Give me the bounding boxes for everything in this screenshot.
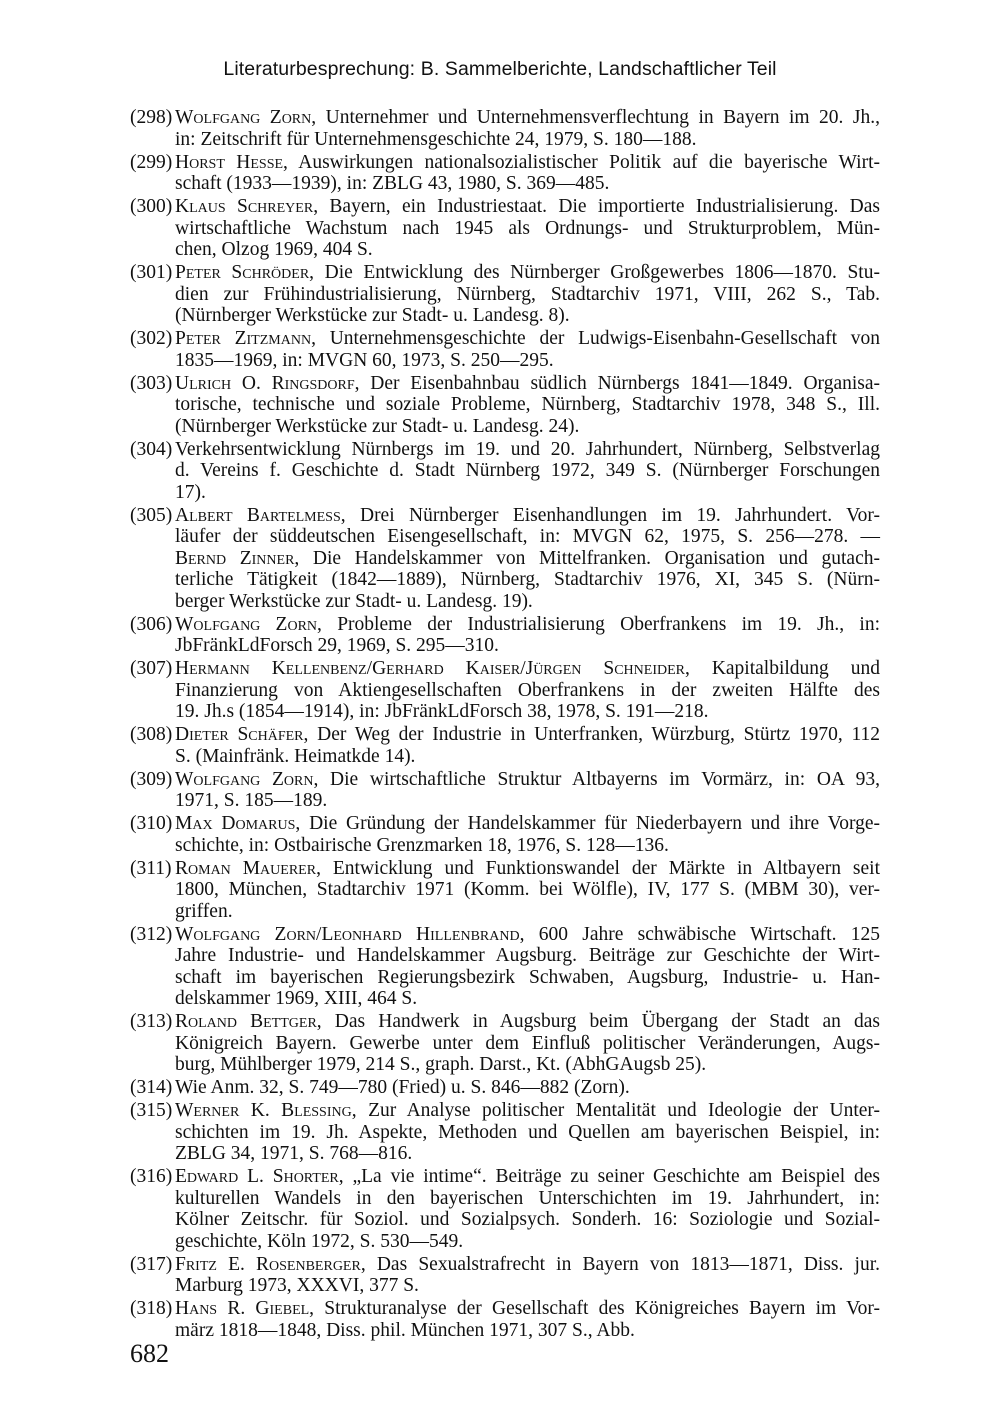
entry-line: [175, 1122, 880, 1144]
entry-line: [175, 591, 880, 613]
bibliography-entry: [130, 724, 880, 767]
entry-text: , Die Entwicklung des Nürnberger Großgewerbes 1806—1870. Stu-: [309, 262, 880, 283]
entry-text: schichte, in: Ostbairische Grenzmarken 18, 1976, S. 128—136.: [175, 834, 669, 856]
entry-line: [175, 548, 880, 570]
entry-text: chen, Olzog 1969, 404 S.: [175, 239, 373, 260]
entry-line: [175, 328, 880, 350]
author-name: Wolfgang Zorn: [175, 768, 314, 790]
entry-line: [175, 218, 880, 240]
entry-line: [175, 879, 880, 901]
bibliography-entry: [130, 1011, 880, 1076]
author-name: Klaus Schreyer: [175, 196, 314, 217]
entry-text: , Drei Nürnberger Eisenhandlungen im 19. Jahrhundert. Vor-: [340, 504, 880, 526]
entry-number: (302): [130, 328, 173, 349]
entry-line: [175, 1011, 880, 1033]
author-name: Wolfgang Zorn: [175, 107, 312, 128]
entry-line: [175, 373, 880, 395]
entry-text: , Der Weg der Industrie in Unterfranken, Würzburg, Stürtz 1970, 112: [303, 724, 880, 745]
author-name: Peter Zitzmann: [175, 328, 312, 349]
entry-line: [175, 173, 880, 195]
entry-line: [175, 858, 880, 880]
author-name: Fritz E. Rosenberger: [175, 1253, 361, 1275]
entry-text: 17).: [175, 481, 206, 503]
entry-line: [175, 1166, 880, 1188]
entry-text: , Die wirtschaftliche Struktur Altbayerns im Vormärz, in: OA 93,: [313, 768, 880, 790]
author-name: Bernd Zinner: [175, 547, 295, 569]
entry-number: (306): [130, 613, 173, 635]
bibliography-entry: [130, 614, 880, 657]
entry-line: [175, 505, 880, 527]
page-number: 682: [130, 1339, 169, 1368]
entry-line: [175, 901, 880, 923]
entry-text: , 600 Jahre schwäbische Wirtschaft. 125: [519, 923, 880, 945]
bibliography-entry: [130, 924, 880, 1010]
entry-text: griffen.: [175, 900, 233, 922]
entry-line: [175, 967, 880, 989]
bibliography-entry: [130, 858, 880, 923]
entry-text: , Die Gründung der Handelskammer für Niederbayern und ihre Vorge-: [295, 813, 880, 834]
entry-text: delskammer 1969, XIII, 464 S.: [175, 988, 418, 1009]
entry-line: [175, 790, 880, 812]
author-name: Roland Bettger: [175, 1011, 317, 1032]
entry-number: (315): [130, 1100, 173, 1121]
author-name: Peter Schröder: [175, 262, 310, 283]
entry-line: [175, 439, 880, 461]
entry-line: [175, 1298, 880, 1320]
entry-line: [175, 394, 880, 416]
entry-line: [175, 1033, 880, 1055]
bibliography-entry: [130, 439, 880, 504]
entry-number: (316): [130, 1166, 173, 1187]
entry-line: [175, 1209, 880, 1231]
entry-line: [175, 569, 880, 591]
entry-number: (317): [130, 1253, 173, 1275]
author-name: Hermann Kellenbenz/Gerhard Kaiser/Jürgen Schneider: [175, 658, 685, 679]
entry-text: geschichte, Köln 1972, S. 530—549.: [175, 1230, 464, 1252]
entry-line: [175, 701, 880, 723]
entry-line: [175, 945, 880, 967]
running-head: Literaturbesprechung: B. Sammelberichte, Landschaftlicher Teil: [223, 58, 777, 80]
bibliography-entry: [130, 1166, 880, 1252]
author-name: Hans R. Giebel: [175, 1298, 310, 1319]
entry-line: [175, 152, 880, 174]
entry-line: [175, 1077, 880, 1099]
entry-text: , Der Eisenbahnbau südlich Nürnbergs 1841—1849. Organisa-: [354, 372, 880, 394]
entry-line: [175, 262, 880, 284]
entry-text: wirtschaftliche Wachstum nach 1945 als Ordnungs- und Strukturproblem, Mün-: [175, 217, 880, 239]
entry-text: , „La vie intime“. Beiträge zu seiner Geschichte am Beispiel des: [338, 1166, 880, 1187]
entry-line: [175, 1275, 880, 1297]
entry-number: (303): [130, 372, 173, 394]
entry-line: [175, 416, 880, 438]
entry-text: , Unternehmensgeschichte der Ludwigs-Eisenbahn-Gesellschaft von: [311, 328, 880, 349]
entry-number: (300): [130, 196, 173, 217]
bibliography-entry: [130, 1077, 880, 1099]
entry-number: (305): [130, 504, 173, 526]
entry-text: ZBLG 34, 1971, S. 768—816.: [175, 1143, 413, 1164]
entry-text: S. (Mainfränk. Heimatkde 14).: [175, 745, 416, 767]
entry-text: Marburg 1973, XXXVI, 377 S.: [175, 1275, 419, 1296]
entry-text: Finanzierung von Aktiengesellschaften Oberfrankens in der zweiten Hälfte des: [175, 679, 880, 701]
entry-line: [175, 658, 880, 680]
entry-line: [175, 107, 880, 129]
bibliography-entry: [130, 1100, 880, 1165]
bibliography-entry: [130, 1254, 880, 1297]
author-name: Ulrich O. Ringsdorf: [175, 372, 355, 394]
author-name: Dieter Schäfer: [175, 724, 304, 745]
entry-text: läufer der süddeutschen Eisengesellschaft, in: MVGN 62, 1975, S. 256—278. —: [175, 526, 880, 547]
entry-text: , Zur Analyse politischer Mentalität und Ideologie der Unter-: [351, 1100, 880, 1121]
entry-line: [175, 746, 880, 768]
bibliography-entry: [130, 262, 880, 327]
entry-text: Kölner Zeitschr. für Soziol. und Sozialpsych. Sonderh. 16: Soziologie und Sozial-: [175, 1209, 880, 1230]
bibliography-entry: [130, 658, 880, 723]
entry-text: , Das Handwerk in Augsburg beim Übergang der Stadt an das: [316, 1011, 880, 1032]
entry-text: , Probleme der Industrialisierung Oberfrankens im 19. Jh., in:: [317, 613, 881, 635]
bibliography-entry: [130, 373, 880, 438]
entry-text: 1800, München, Stadtarchiv 1971 (Komm. bei Wölfle), IV, 177 S. (MBM 30), ver-: [175, 879, 880, 900]
entry-text: burg, Mühlberger 1979, 214 S., graph. Darst., Kt. (AbhGAugsb 25).: [175, 1054, 707, 1075]
entry-line: [175, 680, 880, 702]
entry-text: märz 1818—1848, Diss. phil. München 1971, 307 S., Abb.: [175, 1319, 635, 1341]
entry-number: (304): [130, 438, 173, 460]
bibliography-entry: [130, 328, 880, 371]
entry-number: (309): [130, 768, 173, 790]
entry-line: [175, 1320, 880, 1342]
entry-text: 19. Jh.s (1854—1914), in: JbFränkLdForsch 38, 1978, S. 191—218.: [175, 701, 709, 722]
entry-number: (312): [130, 923, 173, 945]
author-name: Werner K. Blessing: [175, 1100, 352, 1121]
entry-text: , Das Sexualstrafrecht in Bayern von 1813—1871, Diss. jur.: [360, 1253, 880, 1275]
entry-line: [175, 350, 880, 372]
bibliography-entry: [130, 813, 880, 856]
entry-line: [175, 1100, 880, 1122]
entry-number: (310): [130, 813, 173, 834]
entry-text: d. Vereins f. Geschichte d. Stadt Nürnberg 1972, 349 S. (Nürnberger Forschungen: [175, 460, 880, 481]
entry-text: dien zur Frühindustrialisierung, Nürnberg, Stadtarchiv 1971, VIII, 262 S., Tab.: [175, 283, 880, 305]
entry-line: [175, 1231, 880, 1253]
entry-text: schaft im bayerischen Regierungsbezirk Schwaben, Augsburg, Industrie- u. Han-: [175, 966, 880, 988]
entry-line: [175, 460, 880, 482]
entry-text: , Kapitalbildung und: [685, 658, 881, 679]
entry-text: , Strukturanalyse der Gesellschaft des Königreiches Bayern im Vor-: [309, 1298, 880, 1319]
entry-line: [175, 482, 880, 504]
entry-text: (Nürnberger Werkstücke zur Stadt- u. Landesg. 24).: [175, 415, 580, 437]
bibliography-entry: [130, 196, 880, 261]
entry-text: kulturellen Wandels in den bayerischen Unterschichten im 19. Jahrhundert, in:: [175, 1187, 880, 1209]
entry-text: in: Zeitschrift für Unternehmensgeschichte 24, 1979, S. 180—188.: [175, 128, 697, 150]
entry-text: Königreich Bayern. Gewerbe unter dem Einfluß politischer Veränderungen, Augs-: [175, 1032, 880, 1054]
entry-text: Verkehrsentwicklung Nürnbergs im 19. und 20. Jahrhundert, Nürnberg, Selbstverlag: [175, 438, 880, 460]
entry-number: (298): [130, 107, 173, 128]
author-name: Max Domarus: [175, 813, 296, 834]
bibliography-entry: [130, 152, 880, 195]
author-name: Wolfgang Zorn: [175, 613, 318, 635]
entry-text: terliche Tätigkeit (1842—1889), Nürnberg, Stadtarchiv 1976, XI, 345 S. (Nürn-: [175, 569, 880, 590]
entry-line: [175, 813, 880, 835]
bibliography-entry: [130, 107, 880, 150]
entry-text: (Nürnberger Werkstücke zur Stadt- u. Landesg. 8).: [175, 305, 570, 326]
entry-line: [175, 305, 880, 327]
bibliography-entry: [130, 505, 880, 613]
author-name: Roman Mauerer: [175, 857, 317, 879]
entry-line: [175, 1054, 880, 1076]
entry-number: (307): [130, 658, 173, 679]
author-name: Horst Hesse: [175, 151, 284, 173]
entry-line: [175, 284, 880, 306]
entry-line: [175, 614, 880, 636]
entry-line: [175, 1254, 880, 1276]
entry-text: JbFränkLdForsch 29, 1969, S. 295—310.: [175, 635, 499, 656]
entry-number: (299): [130, 151, 173, 173]
entry-text: torische, technische und soziale Probleme, Nürnberg, Stadtarchiv 1978, 348 S., Ill.: [175, 394, 880, 415]
entry-text: 1835—1969, in: MVGN 60, 1973, S. 250—295.: [175, 349, 554, 371]
entry-line: [175, 239, 880, 261]
author-name: Albert Bartelmess: [175, 504, 341, 526]
entry-line: [175, 635, 880, 657]
entry-line: [175, 129, 880, 151]
entry-line: [175, 1143, 880, 1165]
bibliography-entry: [130, 769, 880, 812]
entry-line: [175, 835, 880, 857]
entry-text: 1971, S. 185—189.: [175, 790, 328, 811]
bibliography-entry: [130, 1298, 880, 1341]
entry-text: , Die Handelskammer von Mittelfranken. Organisation und gutach-: [294, 547, 880, 569]
entry-text: , Bayern, ein Industriestaat. Die importierte Industrialisierung. Das: [313, 196, 881, 217]
bibliography-list: [130, 107, 880, 1343]
entry-text: Wie Anm. 32, S. 749—780 (Fried) u. S. 846—882 (Zorn).: [175, 1077, 630, 1098]
entry-line: [175, 924, 880, 946]
entry-text: , Auswirkungen nationalsozialistischer Politik auf die bayerische Wirt-: [283, 151, 880, 173]
entry-line: [175, 526, 880, 548]
entry-text: , Entwicklung und Funktionswandel der Märkte in Altbayern seit: [316, 857, 880, 879]
entry-line: [175, 724, 880, 746]
entry-text: , Unternehmer und Unternehmensverflechtung in Bayern im 20. Jh.,: [311, 107, 880, 128]
entry-number: (314): [130, 1077, 173, 1098]
entry-text: berger Werkstücke zur Stadt- u. Landesg. 19).: [175, 590, 533, 612]
entry-text: schaft (1933—1939), in: ZBLG 43, 1980, S. 369—485.: [175, 173, 610, 194]
author-name: Edward L. Shorter: [175, 1166, 339, 1187]
entry-line: [175, 769, 880, 791]
entry-line: [175, 1188, 880, 1210]
entry-number: (308): [130, 724, 173, 745]
author-name: Wolfgang Zorn/Leonhard Hillenbrand: [175, 923, 520, 945]
entry-number: (313): [130, 1011, 173, 1032]
entry-text: schichten im 19. Jh. Aspekte, Methoden und Quellen am bayerischen Beispiel, in:: [175, 1121, 880, 1143]
entry-line: [175, 196, 880, 218]
entry-line: [175, 988, 880, 1010]
entry-number: (301): [130, 262, 173, 283]
entry-number: (311): [130, 857, 172, 879]
entry-number: (318): [130, 1298, 173, 1319]
entry-text: Jahre Industrie- und Handelskammer Augsburg. Beiträge zur Geschichte der Wirt-: [175, 945, 880, 966]
